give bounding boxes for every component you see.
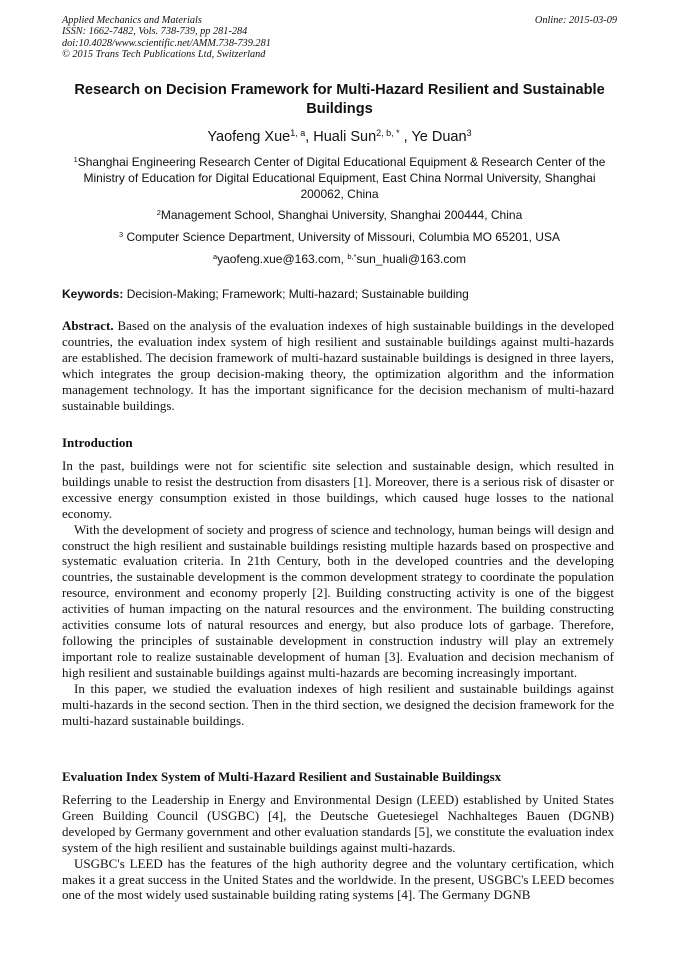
- doi-line[interactable]: doi:10.4028/www.scientific.net/AMM.738-739.281: [62, 37, 271, 49]
- evaluation-index-body: [62, 792, 614, 903]
- affiliation-1: [62, 154, 617, 202]
- affiliation-text: Management School, Shanghai University, Shanghai 200444, China: [160, 208, 523, 222]
- email-superscript: b,*: [347, 251, 357, 261]
- introduction-body: [62, 458, 614, 728]
- author-name: Ye Duan: [411, 129, 467, 145]
- keywords-text: Decision-Making; Framework; Multi-hazard; Sustainable building: [123, 287, 469, 301]
- affiliation-superscript: 2: [156, 207, 161, 217]
- email-address[interactable]: sun_huali@163.com: [356, 252, 467, 266]
- paragraph: In this paper, we studied the evaluation indexes of high resilient and sustainable buildings against multi-hazards in the second section. Then in the third section, we designed the decision framework for the multi-hazard sustainable buildings.: [62, 680, 614, 728]
- author-superscript: 2, b, *: [376, 128, 400, 139]
- section-heading-introduction: Introduction: [62, 435, 133, 450]
- paragraph: USGBC's LEED has the features of the high authority degree and the voluntary certification, which makes it a great success in the United States and the worldwide. In the present, USGBC's LEED becomes one of the most widely used sustainable building rating systems [4]. The Germany DGNB: [62, 855, 614, 903]
- copyright-line: © 2015 Trans Tech Publications Ltd, Switzerland: [62, 48, 266, 60]
- paragraph: With the development of society and progress of science and technology, human beings will design and construct the high resilient and sustainable buildings resisting multiple hazards based on prospective and systematic evaluation criteria. In 21th Century, both in the developed countries and the developing countries, the sustainable development is the common development strategy to coordinate the population resource, environment and economy properly [2]. Building constructing activity is one of the biggest activities of human impacting on the natural resources and the environment. The building constructing activities consume lots of natural resources and energy, but also produce lots of garbage. Therefore, following the principles of sustainable development in construction industry will play an extremely important role to realize sustainable development of human [3]. Evaluation and decision mechanism of high resilient and sustainable buildings against multi-hazards are becoming increasingly important.: [62, 521, 614, 680]
- email-line: [62, 251, 617, 267]
- author-name: Yaofeng Xue: [207, 129, 291, 145]
- journal-name: Applied Mechanics and Materials: [62, 15, 202, 26]
- author-list: Yaofeng Xue$^{1, a}$, Huali Sun$^{2, b, *}$ , Ye Duan$^3$: [207, 128, 472, 145]
- abstract-label: Abstract.: [62, 318, 114, 333]
- affiliation-2: [62, 207, 617, 223]
- section-heading-evaluation-index: Evaluation Index System of Multi-Hazard Resilient and Sustainable Buildingsx: [62, 769, 502, 784]
- journal-header: [62, 15, 617, 60]
- abstract-text: Based on the analysis of the evaluation indexes of high sustainable buildings in the developed countries, the evaluation index system of high resilient and sustainable buildings against multi-hazards are established. The decision framework of multi-hazard sustainable buildings is designed in three layers, which integrates the group decision-making theory, the optimization algorithm and the information management technology. It has the important significance for the decision mechanism of multi-hazard sustainable buildings.: [62, 318, 614, 413]
- paper-title: Research on Decision Framework for Multi-Hazard Resilient and Sustainable Buildings: [74, 82, 605, 117]
- keywords-label: Keywords:: [62, 287, 124, 301]
- affiliation-text: Shanghai Engineering Research Center of Digital Educational Equipment & Research Center of the Ministry of Education for Digital Educational Equipment, East China Normal University, Shanghai 200062, China: [77, 155, 606, 201]
- issn-line: ISSN: 1662-7482, Vols. 738-739, pp 281-284: [62, 26, 248, 38]
- email-superscript: a: [212, 251, 218, 261]
- affiliation-3: [62, 229, 617, 245]
- abstract: [62, 318, 614, 413]
- email-address[interactable]: yaofeng.xue@163.com,: [217, 252, 348, 266]
- author-superscript: 3: [466, 128, 472, 139]
- affiliation-superscript: 1: [73, 154, 78, 164]
- author-name: Huali Sun: [313, 129, 377, 145]
- author-superscript: 1, a: [290, 128, 306, 139]
- paragraph: In the past, buildings were not for scientific site selection and sustainable design, which resulted in buildings unable to resist the destruction from disasters [1]. Moreover, there is a serious risk of disaster or excessive energy consumption existed in those buildings, which caused huge losses to the national economy.: [62, 458, 614, 521]
- affiliation-text: Computer Science Department, University of Missouri, Columbia MO 65201, USA: [123, 230, 560, 244]
- affiliation-superscript: 3: [119, 229, 124, 239]
- paragraph: Referring to the Leadership in Energy and Environmental Design (LEED) established by United States Green Building Council (USGBC) [4], the Deutsche Guetesiegel Nachhalteges Bauen (DGNB) developed by Germany government and other evaluation standards [5], we constitute the evaluation index system of the high resilient and sustainable buildings against multi-hazards.: [62, 792, 614, 855]
- online-date: Online: 2015-03-09: [534, 15, 617, 26]
- keywords-line: [62, 286, 617, 302]
